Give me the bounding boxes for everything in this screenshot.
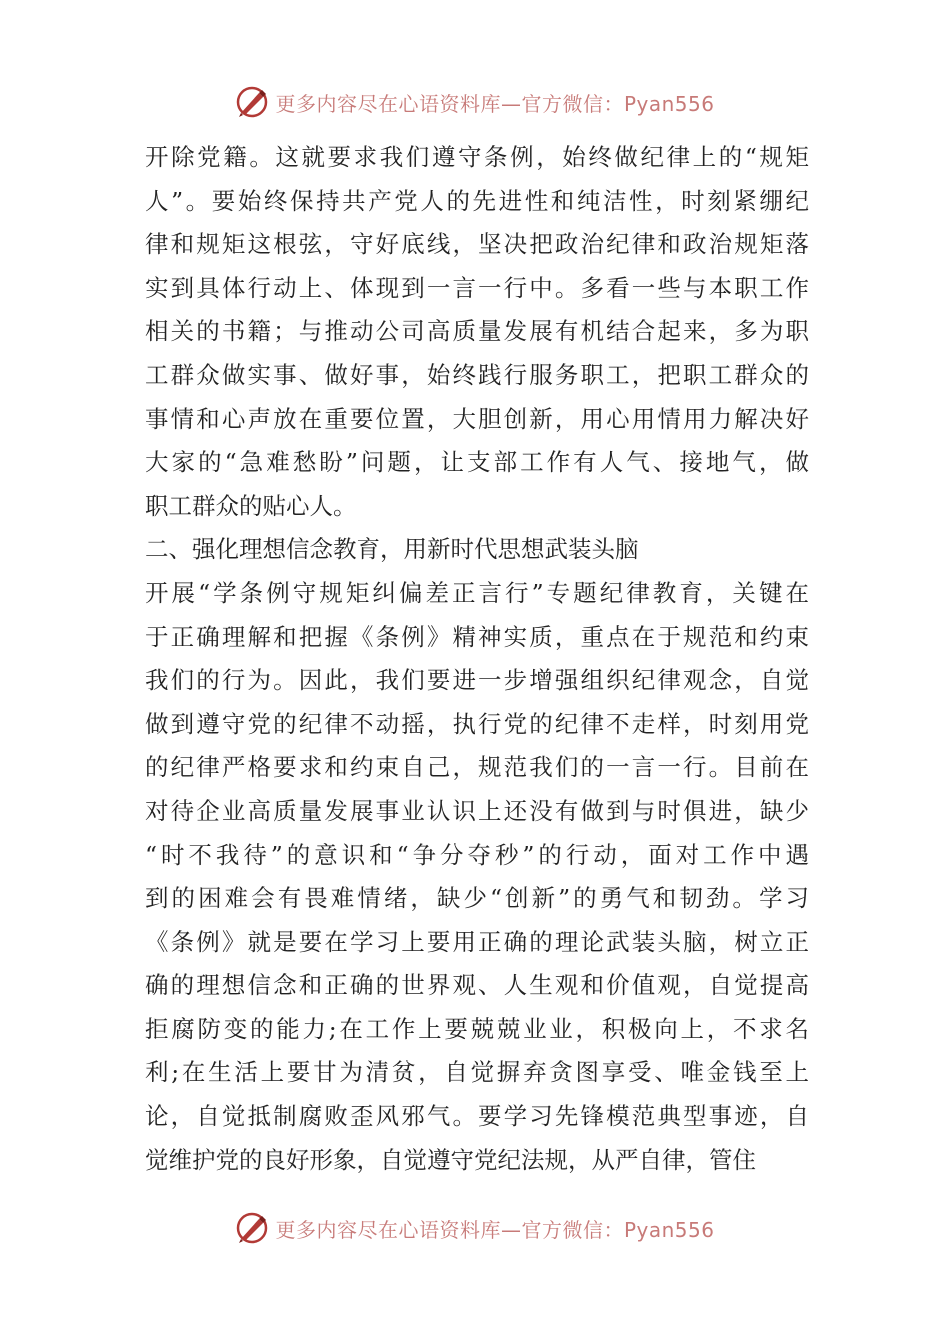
pen-circle-logo-icon: [235, 1211, 269, 1245]
text-line: 确的理想信念和正确的世界观、人生观和价值观，自觉提高: [145, 971, 809, 1000]
text-line: 论，自觉抵制腐败歪风邪气。要学习先锋模范典型事迹，自: [145, 1102, 809, 1131]
text-line: 利;在生活上要甘为清贫，自觉摒弃贪图享受、唯金钱至上: [145, 1058, 809, 1087]
text-line: 做到遵守党的纪律不动摇，执行党的纪律不走样，时刻用党: [145, 709, 809, 738]
text-line: 《条例》就是要在学习上要用正确的理论武装头脑，树立正: [145, 927, 809, 956]
text-line: 我们的行为。因此，我们要进一步增强组织纪律观念，自觉: [145, 666, 809, 695]
text-line: 开除党籍。这就要求我们遵守条例，始终做纪律上的“规矩: [145, 143, 809, 171]
paragraph: [145, 136, 809, 528]
text-line: 觉维护党的良好形象，自觉遵守党纪法规，从严自律，管住: [145, 1145, 756, 1174]
text-line: 相关的书籍；与推动公司高质量发展有机结合起来，多为职: [145, 317, 809, 346]
header-banner: [0, 82, 950, 122]
text-line: 律和规矩这根弦，守好底线，坚决把政治纪律和政治规矩落: [145, 230, 809, 259]
text-line: 实到具体行动上、体现到一言一行中。多看一些与本职工作: [145, 273, 809, 302]
paragraph: [145, 572, 809, 1182]
text-line: 开展“学条例守规矩纠偏差正言行”专题纪律教育，关键在: [145, 578, 809, 607]
banner-text: 更多内容尽在心语资料库—官方微信：Pyan556: [275, 91, 715, 116]
text-line: 拒腐防变的能力;在工作上要兢兢业业，积极向上，不求名: [145, 1014, 809, 1043]
text-line: 二、强化理想信念教育，用新时代思想武装头脑: [145, 535, 639, 564]
footer-banner: [0, 1208, 950, 1248]
text-line: 大家的“急难愁盼”问题，让支部工作有人气、接地气，做: [145, 448, 809, 477]
document-body: [145, 136, 809, 1182]
text-line: “时不我待”的意识和“争分夺秒”的行动，面对工作中遇: [145, 840, 809, 869]
text-line: 对待企业高质量发展事业认识上还没有做到与时俱进，缺少: [145, 796, 809, 825]
text-line: 到的困难会有畏难情绪，缺少“创新”的勇气和韧劲。学习: [145, 884, 809, 913]
banner-text: 更多内容尽在心语资料库—官方微信：Pyan556: [275, 1217, 715, 1242]
text-line: 工群众做实事、做好事，始终践行服务职工，把职工群众的: [145, 360, 809, 389]
text-line: 事情和心声放在重要位置，大胆创新，用心用情用力解决好: [145, 404, 809, 433]
text-line: 的纪律严格要求和约束自己，规范我们的一言一行。目前在: [145, 753, 809, 782]
pen-circle-logo-icon: [235, 85, 269, 119]
section-heading: [145, 528, 809, 572]
text-line: 于正确理解和把握《条例》精神实质，重点在于规范和约束: [145, 622, 809, 651]
text-line: 人”。要始终保持共产党人的先进性和纯洁性，时刻紧绷纪: [145, 186, 809, 215]
text-line: 职工群众的贴心人。: [145, 491, 357, 520]
